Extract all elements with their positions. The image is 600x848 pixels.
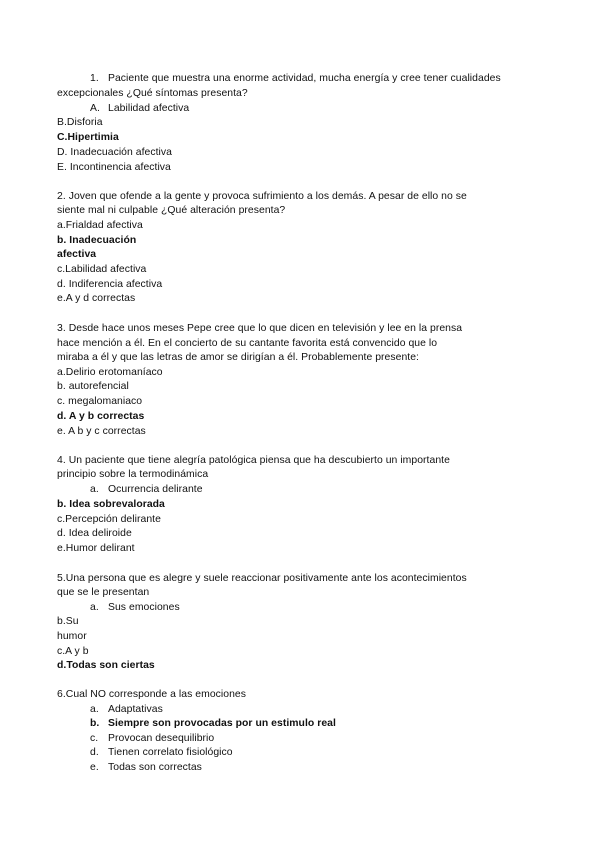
- q3-option-c: c. megalomaniaco: [57, 396, 143, 407]
- q2-option-a: a.Frialdad afectiva: [57, 220, 143, 231]
- q1-line1: [90, 72, 501, 85]
- q5-option-a-text: Sus emociones: [108, 602, 180, 613]
- q5-text-line2: que se le presentan: [57, 587, 150, 598]
- q3-option-a: a.Delirio erotomaníaco: [57, 367, 163, 378]
- q5-option-c: c.A y b: [57, 646, 89, 657]
- q6-option-e-text: Todas son correctas: [108, 762, 202, 773]
- q1-option-a-marker: A.: [90, 103, 100, 114]
- q6-option-b-marker: b.: [90, 718, 100, 729]
- q4-option-c: c.Percepción delirante: [57, 514, 161, 525]
- q5-option-b-line2: humor: [57, 631, 87, 642]
- q6-option-d-marker: d.: [90, 747, 99, 758]
- q2-option-c: c.Labilidad afectiva: [57, 264, 147, 275]
- q1-text-line1: Paciente que muestra una enorme actividad, mucha energía y cree tener cualidades: [108, 73, 501, 84]
- q5-option-a: [90, 601, 180, 614]
- q4-text-line1: 4. Un paciente que tiene alegría patológica piensa que ha descubierto un importante: [57, 455, 450, 466]
- q5-option-d-correct: d.Todas son ciertas: [57, 660, 155, 671]
- q6-option-e: [90, 761, 202, 774]
- q2-option-d: d. Indiferencia afectiva: [57, 279, 163, 290]
- q1-option-a-text: Labilidad afectiva: [108, 103, 190, 114]
- q4-option-a: [90, 483, 203, 496]
- q6-option-c-marker: c.: [90, 733, 99, 744]
- q1-option-d: D. Inadecuación afectiva: [57, 147, 172, 158]
- q1-number: 1.: [90, 73, 99, 84]
- q3-option-d-correct: d. A y b correctas: [57, 411, 145, 422]
- q1-text-line2: excepcionales ¿Qué síntomas presenta?: [57, 88, 248, 99]
- q3-text-line2: hace mención a él. En el concierto de su cantante favorita está convencido que lo: [57, 338, 438, 349]
- q1-option-e: E. Incontinencia afectiva: [57, 162, 171, 173]
- q2-option-e: e.A y d correctas: [57, 293, 136, 304]
- q4-text-line2: principio sobre la termodinámica: [57, 469, 209, 480]
- q4-option-b-correct: b. Idea sobrevalorada: [57, 499, 165, 510]
- q5-text-line1: 5.Una persona que es alegre y suele reaccionar positivamente ante los acontecimientos: [57, 573, 467, 584]
- q6-option-c-text: Provocan desequilibrio: [108, 733, 215, 744]
- q6-option-b-text: Siempre son provocadas por un estimulo real: [108, 718, 336, 729]
- q1-option-a: [90, 102, 189, 115]
- q6-text-line1: 6.Cual NO corresponde a las emociones: [57, 689, 246, 700]
- q1-option-c-correct: C.Hipertimia: [57, 132, 119, 143]
- q6-option-d-text: Tienen correlato fisiológico: [108, 747, 233, 758]
- q6-option-e-marker: e.: [90, 762, 99, 773]
- q2-option-b-correct-line2: afectiva: [57, 249, 97, 260]
- q2-text-line1: 2. Joven que ofende a la gente y provoca sufrimiento a los demás. A pesar de ello no se: [57, 191, 467, 202]
- q3-text-line3: miraba a él y que las letras de amor se dirigían a él. Probablemente presente:: [57, 352, 419, 363]
- q3-option-b: b. autorefencial: [57, 381, 129, 392]
- q2-text-line2: siente mal ni culpable ¿Qué alteración presenta?: [57, 205, 286, 216]
- q6-option-c: [90, 732, 214, 745]
- q3-option-e: e. A b y c correctas: [57, 426, 146, 437]
- q5-option-b-line1: b.Su: [57, 616, 79, 627]
- q4-option-a-marker: a.: [90, 484, 99, 495]
- q6-option-a-text: Adaptativas: [108, 704, 163, 715]
- q1-option-b: B.Disforia: [57, 117, 103, 128]
- q6-option-a: [90, 703, 163, 716]
- q4-option-e: e.Humor delirant: [57, 543, 135, 554]
- q4-option-d: d. Idea deliroide: [57, 528, 132, 539]
- q6-option-b-correct: [90, 717, 336, 730]
- q3-text-line1: 3. Desde hace unos meses Pepe cree que lo que dicen en televisión y lee en la prensa: [57, 323, 463, 334]
- q6-option-a-marker: a.: [90, 704, 99, 715]
- q5-option-a-marker: a.: [90, 602, 99, 613]
- q4-option-a-text: Ocurrencia delirante: [108, 484, 203, 495]
- q6-option-d: [90, 746, 233, 759]
- q2-option-b-correct-line1: b. Inadecuación: [57, 235, 137, 246]
